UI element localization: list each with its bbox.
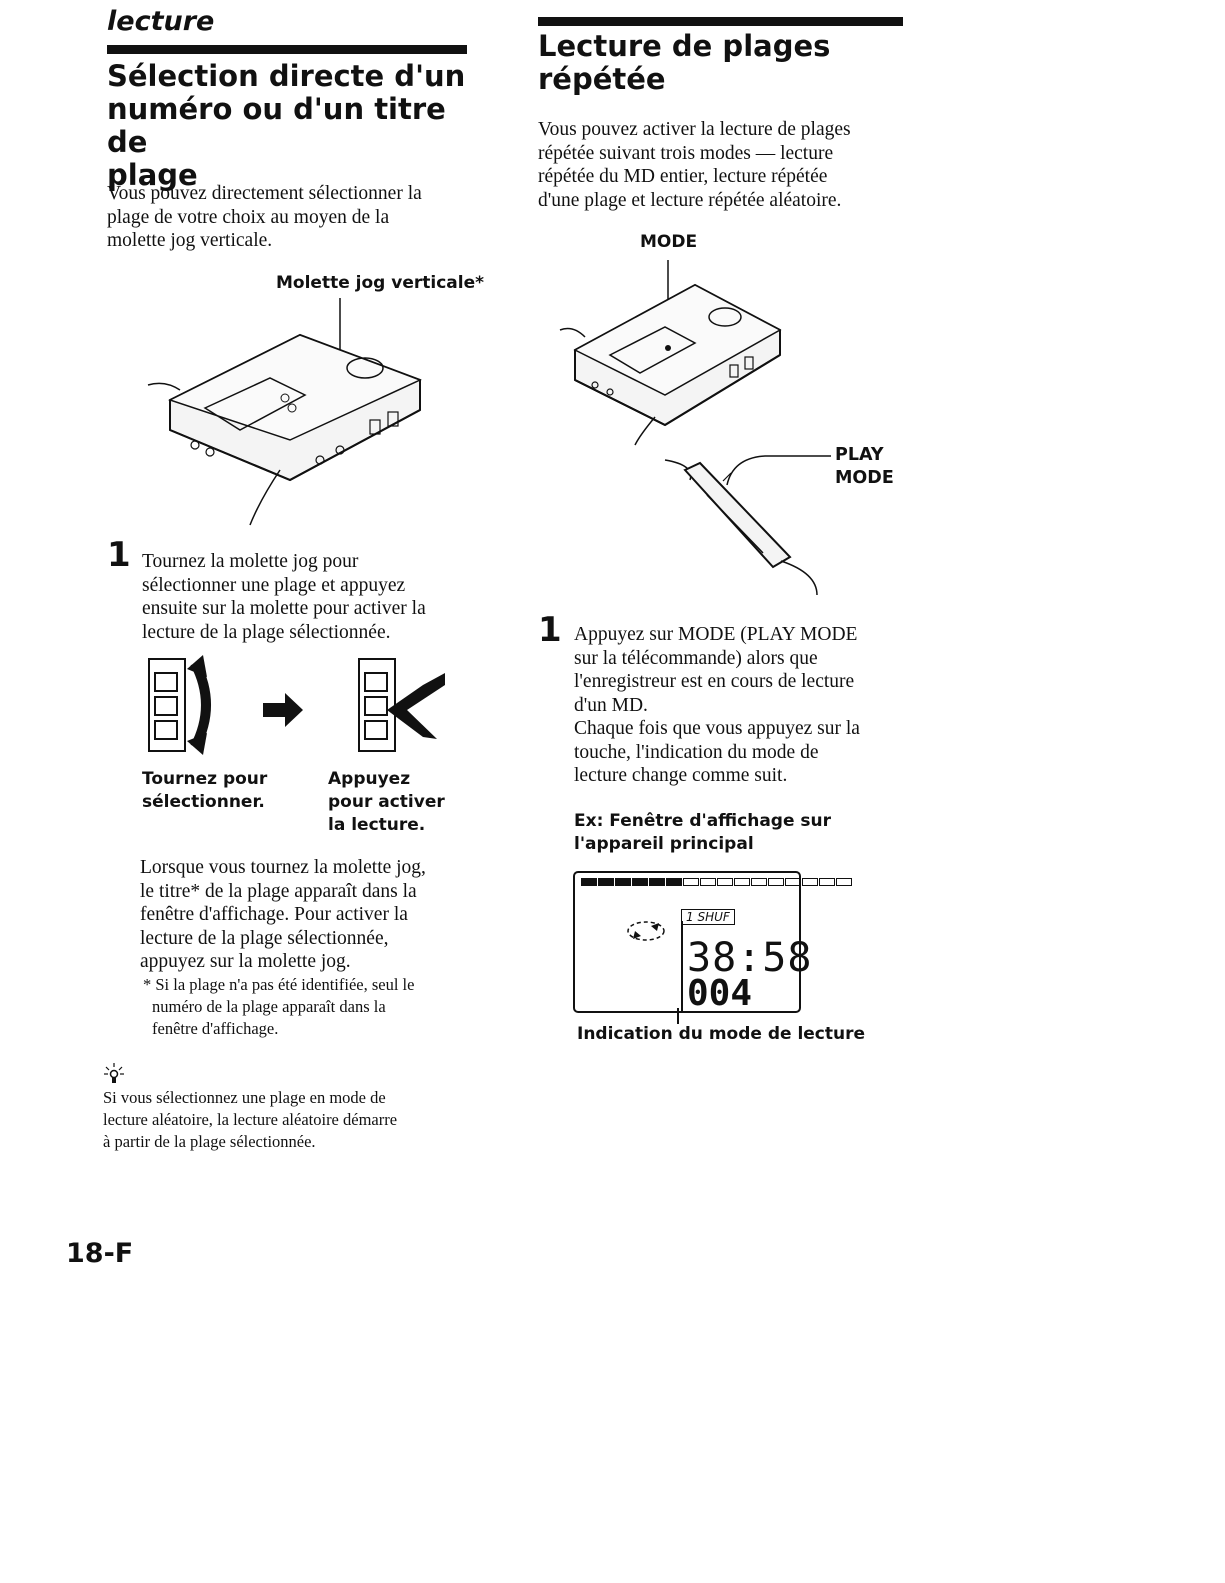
track-number: 004	[687, 973, 753, 1014]
recorder-illustration	[140, 290, 440, 530]
text-line: Vous pouvez activer la lecture de plages	[538, 119, 851, 140]
level-segment	[598, 878, 614, 886]
text-line: Lorsque vous tournez la molette jog,	[140, 857, 426, 878]
text-line: répétée suivant trois modes — lecture	[538, 142, 834, 164]
heading-rule	[538, 17, 903, 26]
right-section-title	[538, 30, 918, 96]
caption-line: Appuyez	[328, 769, 411, 789]
text-line: à partir de la plage sélectionnée.	[103, 1132, 316, 1151]
lcd-display	[573, 871, 813, 1014]
elapsed-time: 38:58	[687, 935, 813, 981]
text-line: Tournez la molette jog pour	[142, 551, 359, 572]
text-line: numéro de la plage apparaît dans la	[152, 997, 386, 1016]
play-mode-indicator: 1 SHUF	[681, 909, 735, 925]
text-line: l'enregistreur est en cours de lecture	[574, 671, 855, 692]
text-line: lecture de la plage sélectionnée,	[140, 927, 389, 949]
level-segment	[717, 878, 733, 886]
text-line: fenêtre d'affichage.	[152, 1019, 279, 1038]
text-line: lecture change comme suit.	[574, 765, 788, 786]
text-line: Chaque fois que vous appuyez sur la	[574, 718, 860, 739]
level-segment	[802, 878, 818, 886]
repeat-icon	[625, 918, 667, 944]
level-segment	[683, 878, 699, 886]
caption-press	[328, 768, 445, 837]
level-segment	[632, 878, 648, 886]
left-title-line: numéro ou d'un titre de	[107, 92, 446, 159]
text-line: * Si la plage n'a pas été identifiée, seul le	[143, 975, 415, 994]
level-segment	[700, 878, 716, 886]
level-segment	[734, 878, 750, 886]
level-segment	[819, 878, 835, 886]
jog-press-icon	[359, 659, 445, 751]
right-step-text	[574, 623, 914, 788]
right-intro-paragraph	[538, 118, 918, 212]
footnote	[143, 974, 483, 1040]
page-number: 18-F	[66, 1238, 134, 1269]
text-line: appuyez sur la molette jog.	[140, 951, 351, 972]
right-title-line: Lecture de plages	[538, 29, 831, 63]
text-line: fenêtre d'affichage. Pour activer la	[140, 904, 408, 925]
caption-turn	[142, 768, 267, 814]
step-number: 1	[107, 535, 131, 575]
jog-turn-icon	[149, 655, 207, 755]
left-step-text	[142, 550, 502, 644]
text-line: touche, l'indication du mode de	[574, 741, 819, 763]
text-line: molette jog verticale.	[107, 230, 273, 251]
text-line: d'un MD.	[574, 694, 648, 716]
text-line: d'une plage et lecture répétée aléatoire.	[538, 189, 842, 211]
text-line: répétée du MD entier, lecture répétée	[538, 166, 828, 187]
caption-line: la lecture.	[328, 815, 426, 835]
section-tag: lecture	[107, 6, 215, 37]
level-segment	[751, 878, 767, 886]
recorder-remote-illustration	[555, 255, 855, 600]
mode-label: MODE	[640, 232, 698, 252]
level-segment	[666, 878, 682, 886]
label-line: MODE	[835, 468, 894, 488]
caption-line: sélectionner.	[142, 792, 265, 812]
text-line: Si vous sélectionnez une plage en mode de	[103, 1088, 386, 1107]
text-line: Appuyez sur MODE (PLAY MODE	[574, 624, 858, 645]
level-segment	[615, 878, 631, 886]
text-line: lecture de la plage sélectionnée.	[142, 621, 391, 643]
level-segment	[785, 878, 801, 886]
indication-label: Indication du mode de lecture	[577, 1024, 866, 1044]
tip-lightbulb-icon	[103, 1062, 125, 1086]
text-line: plage de votre choix au moyen de la	[107, 206, 390, 228]
text-line: ensuite sur la molette pour activer la	[142, 598, 426, 619]
step-number: 1	[538, 610, 562, 650]
indication-pointer	[677, 1008, 679, 1024]
level-segment	[581, 878, 597, 886]
jog-operation-diagram	[145, 655, 445, 760]
text-line: le titre* de la plage apparaît dans la	[140, 880, 417, 902]
left-title-line: plage	[107, 158, 198, 192]
left-title-line: Sélection directe d'un	[107, 59, 466, 93]
left-section-title	[107, 60, 487, 192]
level-segment	[836, 878, 852, 886]
label-line: PLAY	[835, 445, 884, 465]
heading-rule	[107, 45, 467, 54]
left-explanation	[140, 856, 500, 974]
level-segment	[649, 878, 665, 886]
right-arrow-icon	[263, 693, 303, 727]
right-title-line: répétée	[538, 62, 666, 96]
left-intro-paragraph	[107, 182, 487, 253]
jog-dial-label: Molette jog verticale*	[276, 273, 484, 293]
text-line: sélectionner une plage et appuyez	[142, 574, 406, 596]
tip-text	[103, 1087, 483, 1153]
text-line: lecture aléatoire, la lecture aléatoire démarre	[103, 1110, 398, 1129]
level-segment	[768, 878, 784, 886]
caption-line: Tournez pour	[142, 769, 268, 789]
level-meter	[581, 878, 852, 886]
label-line: l'appareil principal	[574, 834, 754, 854]
label-line: Ex: Fenêtre d'affichage sur	[574, 811, 832, 831]
play-mode-label	[835, 444, 894, 490]
display-divider	[681, 921, 683, 1011]
text-line: Vous pouvez directement sélectionner la	[107, 183, 422, 204]
text-line: sur la télécommande) alors que	[574, 647, 818, 669]
example-label	[574, 810, 831, 856]
caption-line: pour activer	[328, 792, 445, 812]
